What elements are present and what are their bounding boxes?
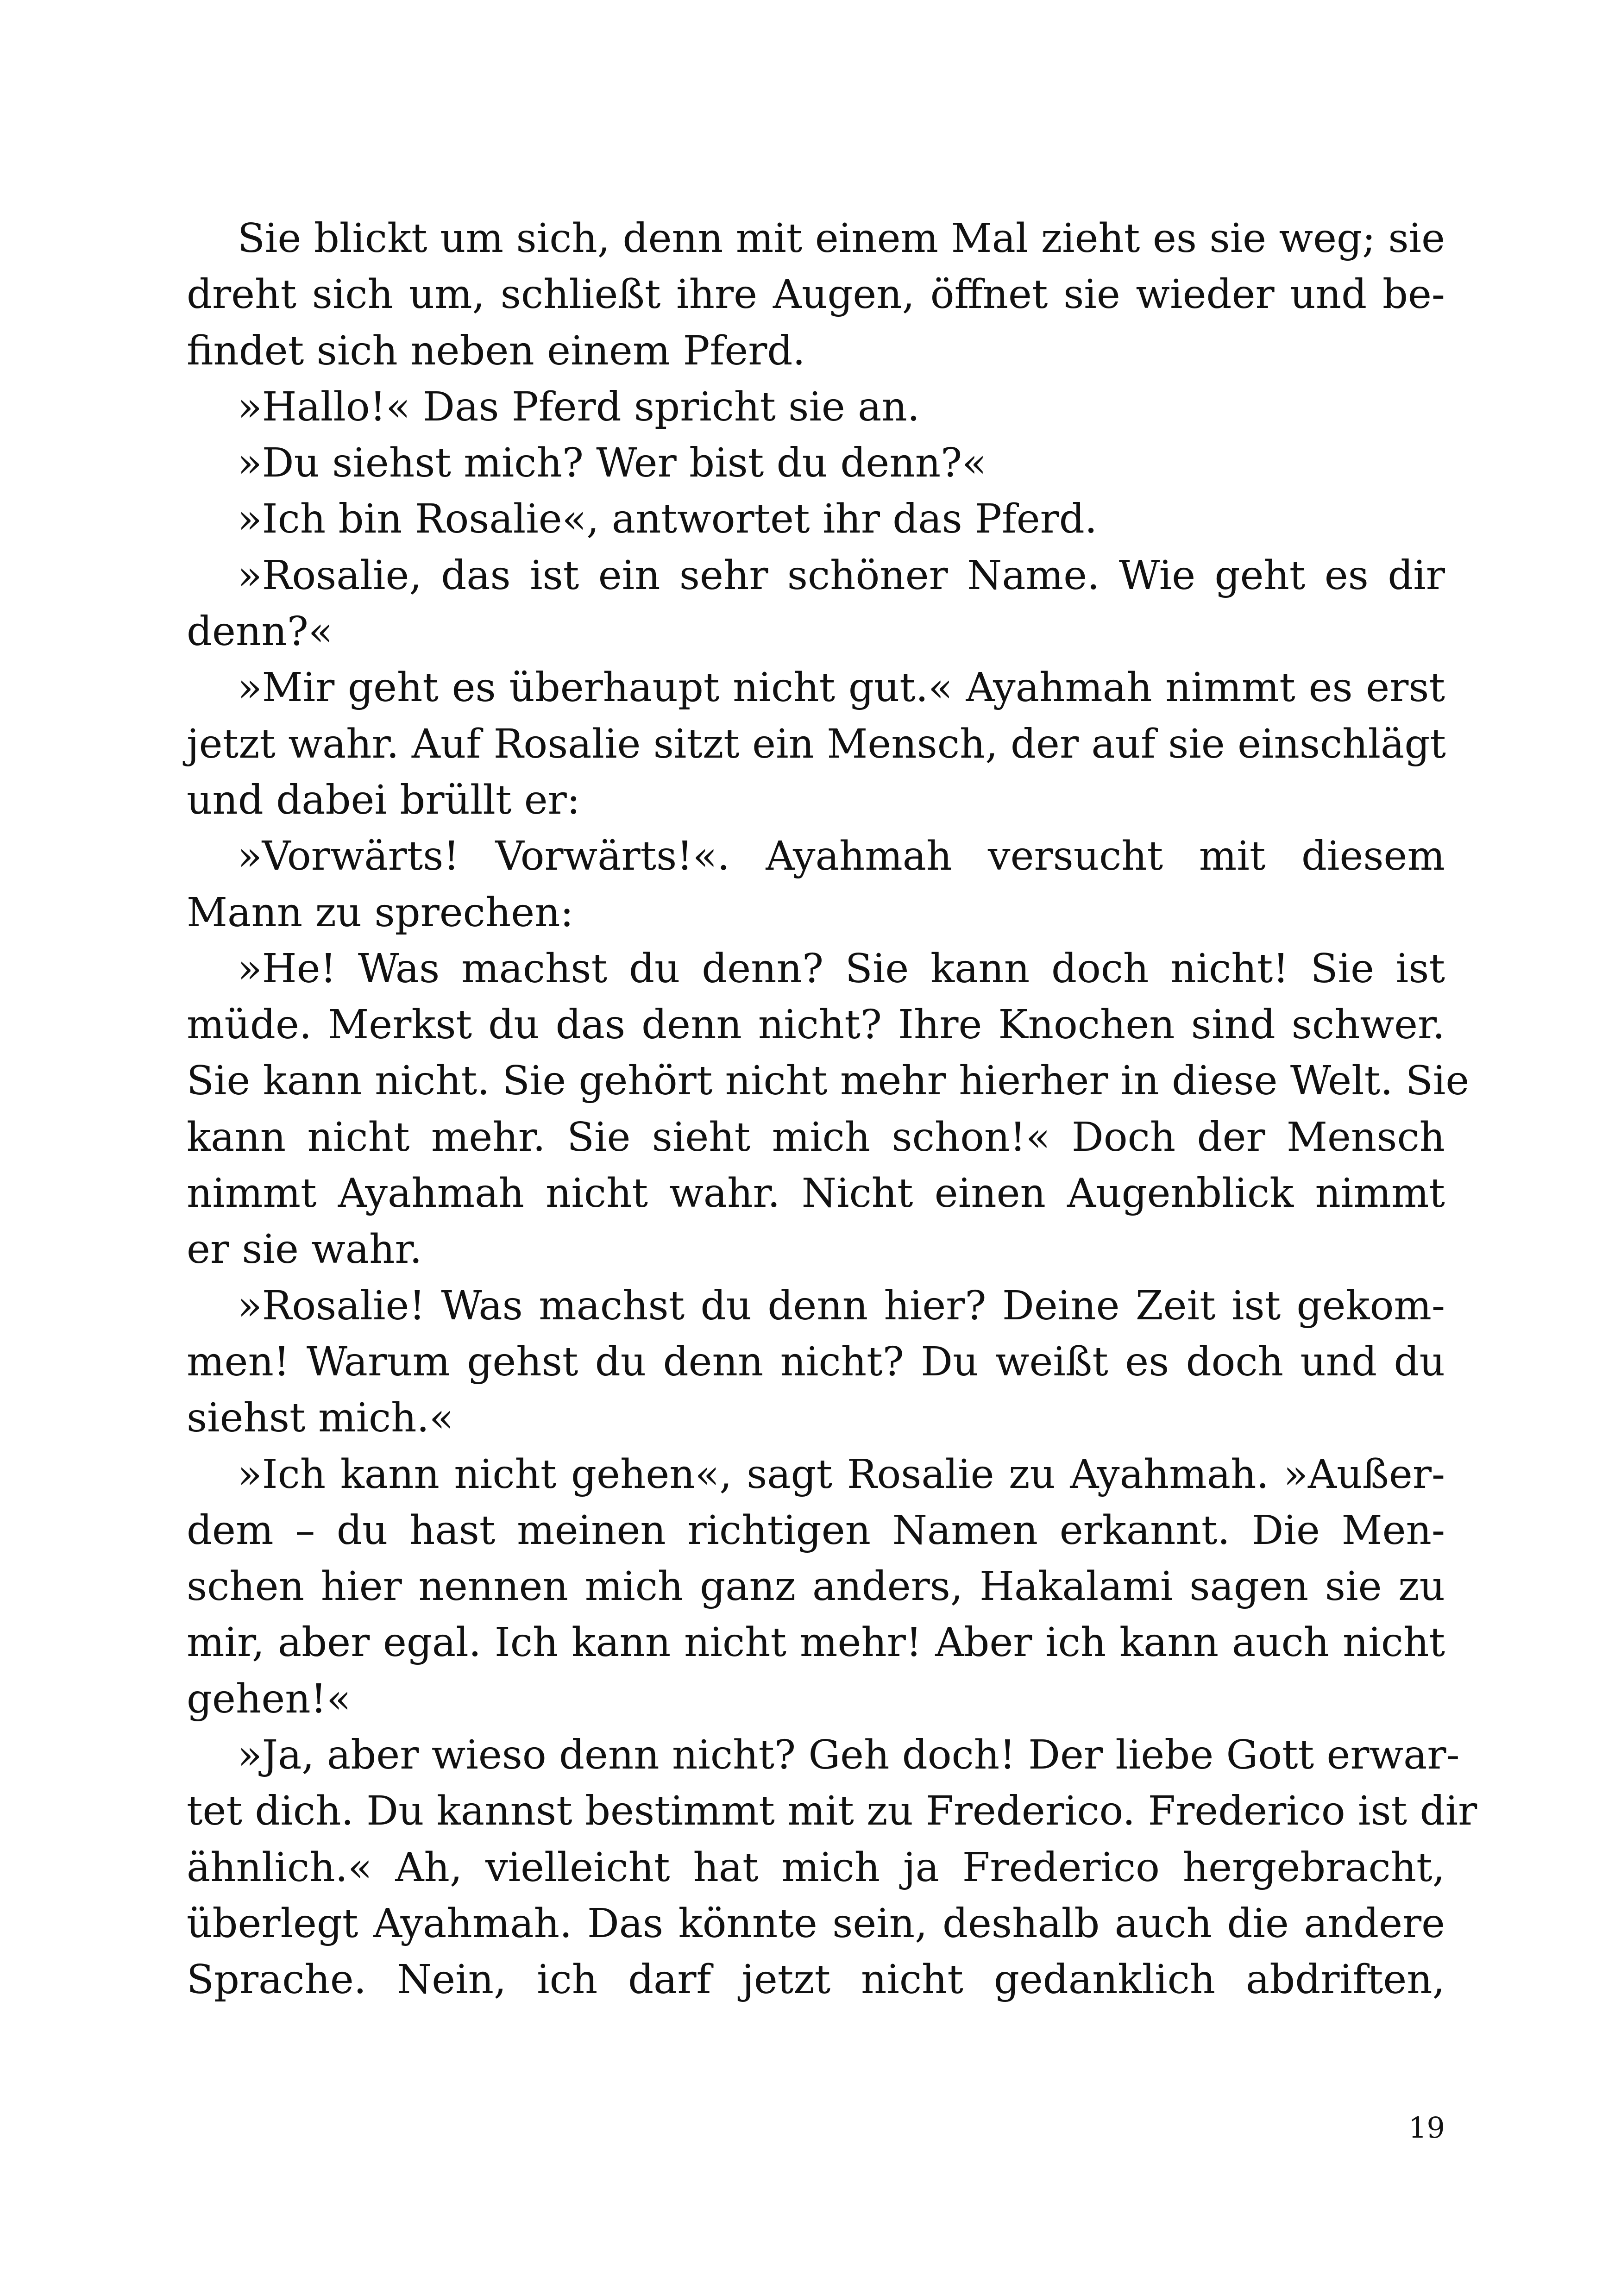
text-line: findet sich neben einem Pferd. <box>187 327 805 374</box>
text-line: ähnlich.« Ah, vielleicht hat mich ja Frederico hergebracht, <box>187 1844 1445 1891</box>
page-number: 19 <box>1408 2111 1445 2145</box>
text-line: »He! Was machst du denn? Sie kann doch nicht! Sie ist <box>238 945 1445 992</box>
text-line: »Hallo!« Das Pferd spricht sie an. <box>238 383 920 430</box>
text-line: kann nicht mehr. Sie sieht mich schon!« Doch der Mensch <box>187 1114 1445 1161</box>
text-line: mir, aber egal. Ich kann nicht mehr! Aber ich kann auch nicht <box>187 1619 1445 1666</box>
text-line: »Du siehst mich? Wer bist du denn?« <box>238 440 986 487</box>
text-line: gehen!« <box>187 1675 351 1722</box>
text-line: Sie blickt um sich, denn mit einem Mal zieht es sie weg; sie <box>238 215 1445 262</box>
text-line: »Rosalie, das ist ein sehr schöner Name. Wie geht es dir <box>238 552 1445 599</box>
text-line: Mann zu sprechen: <box>187 889 574 936</box>
text-line: dreht sich um, schließt ihre Augen, öffnet sie wieder und be- <box>187 271 1445 318</box>
text-line: überlegt Ayahmah. Das könnte sein, deshalb auch die andere <box>187 1900 1445 1947</box>
text-line: schen hier nennen mich ganz anders, Hakalami sagen sie zu <box>187 1563 1445 1610</box>
text-line: und dabei brüllt er: <box>187 777 580 823</box>
text-line: »Mir geht es überhaupt nicht gut.« Ayahmah nimmt es erst <box>238 665 1445 711</box>
text-line: nimmt Ayahmah nicht wahr. Nicht einen Augenblick nimmt <box>187 1170 1445 1217</box>
text-line: »Rosalie! Was machst du denn hier? Deine Zeit ist gekom- <box>238 1282 1445 1329</box>
text-line: jetzt wahr. Auf Rosalie sitzt ein Mensch, der auf sie einschlägt <box>187 721 1446 767</box>
text-line: siehst mich.« <box>187 1395 454 1442</box>
text-line: »Ja, aber wieso denn nicht? Geh doch! Der liebe Gott erwar- <box>238 1732 1460 1779</box>
text-line: Sie kann nicht. Sie gehört nicht mehr hierher in diese Welt. Sie <box>187 1058 1470 1104</box>
text-line: men! Warum gehst du denn nicht? Du weißt es doch und du <box>187 1338 1445 1385</box>
text-line: »Ich bin Rosalie«, antwortet ihr das Pferd. <box>238 496 1098 543</box>
text-line: Sprache. Nein, ich darf jetzt nicht gedanklich abdriften, <box>187 1957 1445 2003</box>
text-line: tet dich. Du kannst bestimmt mit zu Frederico. Frederico ist dir <box>187 1788 1477 1835</box>
text-line: er sie wahr. <box>187 1226 422 1273</box>
body-text <box>187 211 1477 2008</box>
text-line: dem – du hast meinen richtigen Namen erkannt. Die Men- <box>187 1507 1445 1554</box>
text-line: müde. Merkst du das denn nicht? Ihre Knochen sind schwer. <box>187 1002 1445 1048</box>
text-line: »Ich kann nicht gehen«, sagt Rosalie zu Ayahmah. »Außer- <box>238 1451 1445 1498</box>
text-line: »Vorwärts! Vorwärts!«. Ayahmah versucht mit diesem <box>238 833 1445 880</box>
text-line: denn?« <box>187 609 333 655</box>
